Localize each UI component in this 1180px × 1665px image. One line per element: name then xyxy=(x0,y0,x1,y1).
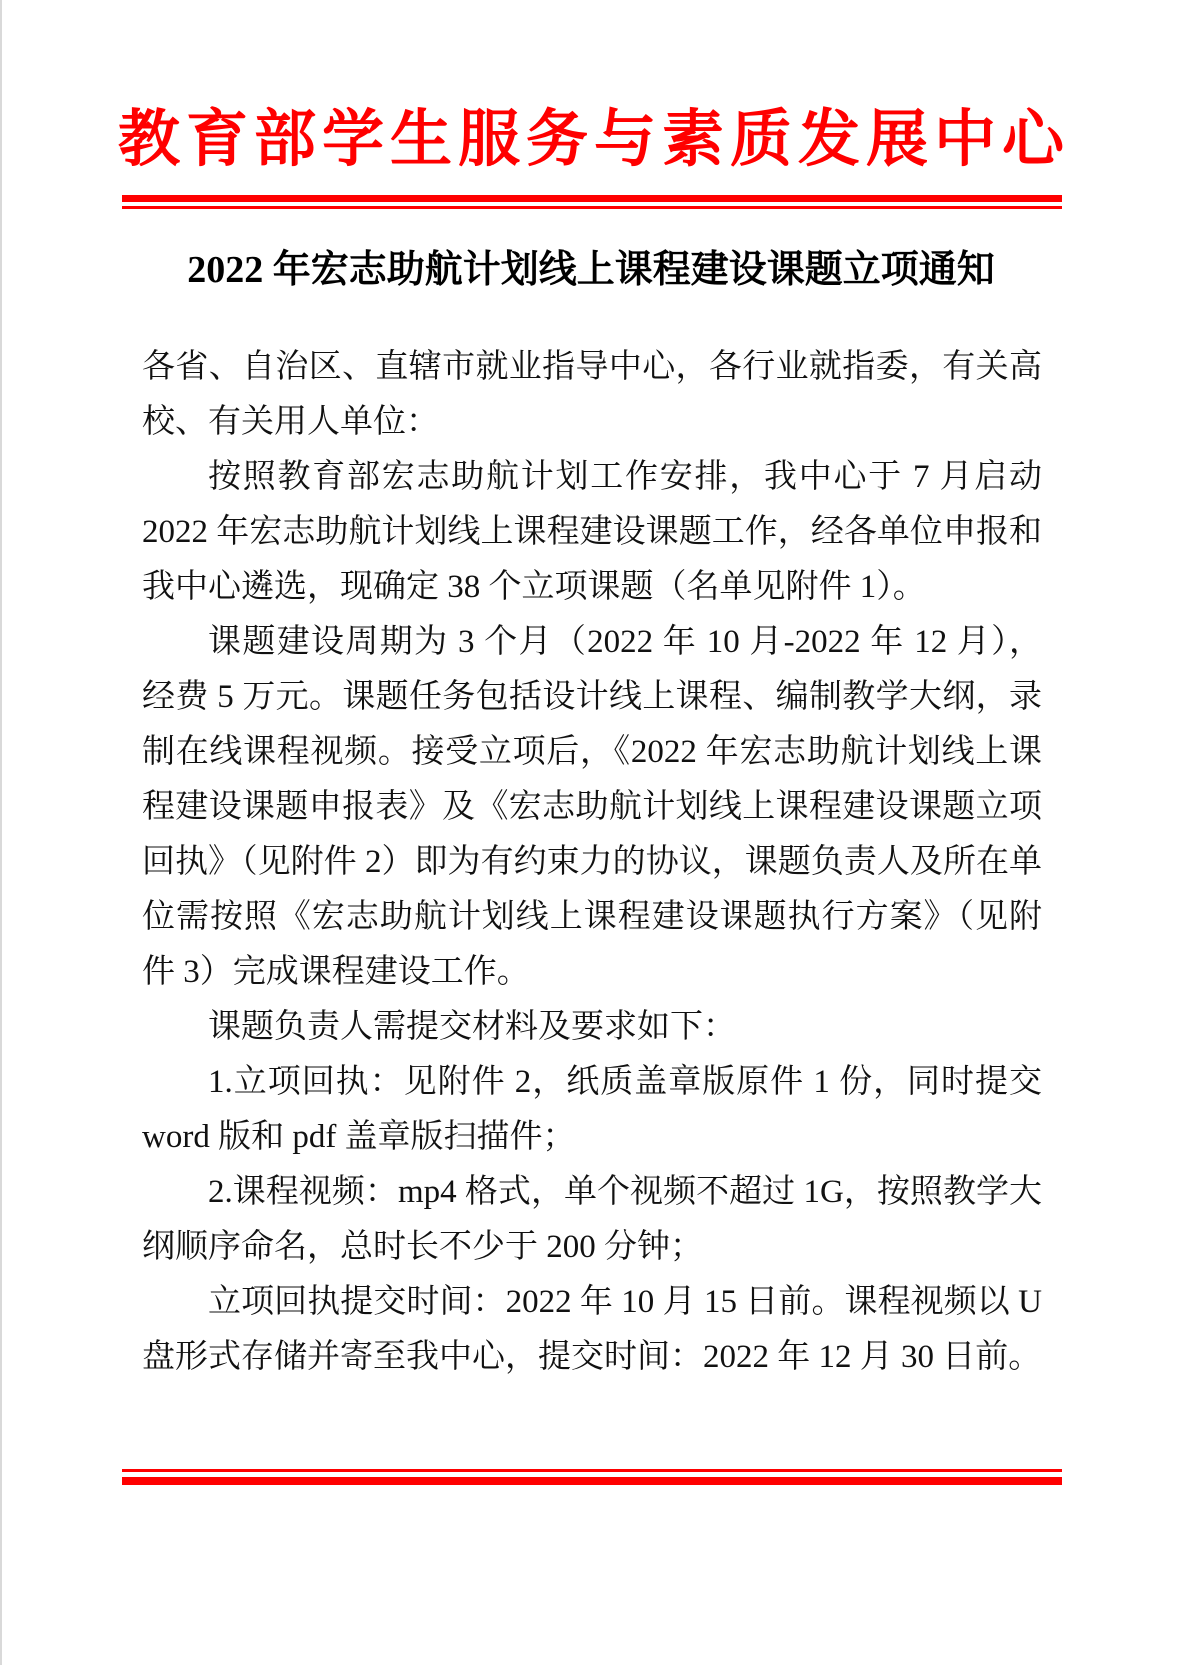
body-paragraph: 按照教育部宏志助航计划工作安排，我中心于 7 月启动 2022 年宏志助航计划线上课程建设课题工作，经各单位申报和我中心遴选，现确定 38 个立项课题（名单见附件 1）。 xyxy=(142,459,1042,605)
document-title: 2022 年宏志助航计划线上课程建设课题立项通知 xyxy=(187,249,995,291)
body-paragraph: 立项回执提交时间：2022 年 10 月 15 日前。课程视频以 U 盘形式存储并寄至我中心，提交时间：2022 年 12 月 30 日前。 xyxy=(142,1284,1042,1375)
body-paragraph: 各省、自治区、直辖市就业指导中心，各行业就指委，有关高校、有关用人单位： xyxy=(142,349,1042,440)
body-paragraph: 课题建设周期为 3 个月（2022 年 10 月-2022 年 12 月），经费 5 万元。课题任务包括设计线上课程、编制教学大纲，录制在线课程视频。接受立项后，《2022 年宏志助航计划线上课程建设课题申报表》及《宏志助航计划线上课程建设课题立项回执》（见附件 2）即为有约束力的协议，课题负责人及所在单位需按照《宏志助航计划线上课程建设课题执行方案》（见附件 3）完成课程建设工作。 xyxy=(142,624,1042,990)
red-rule-bottom-thin xyxy=(122,1469,1062,1472)
red-rule-top-thin xyxy=(122,206,1062,209)
agency-header: 教育部学生服务与素质发展中心 xyxy=(117,106,1070,174)
document-body xyxy=(142,340,1042,1385)
red-rule-top-thick xyxy=(122,195,1062,202)
body-paragraph: 2.课程视频：mp4 格式，单个视频不超过 1G，按照教学大纲顺序命名，总时长不少于 200 分钟； xyxy=(142,1174,1042,1265)
red-rule-bottom-thick xyxy=(122,1477,1062,1485)
body-paragraph: 1.立项回执：见附件 2，纸质盖章版原件 1 份，同时提交 word 版和 pdf 盖章版扫描件； xyxy=(142,1064,1042,1155)
body-paragraph: 课题负责人需提交材料及要求如下： xyxy=(208,1009,736,1045)
